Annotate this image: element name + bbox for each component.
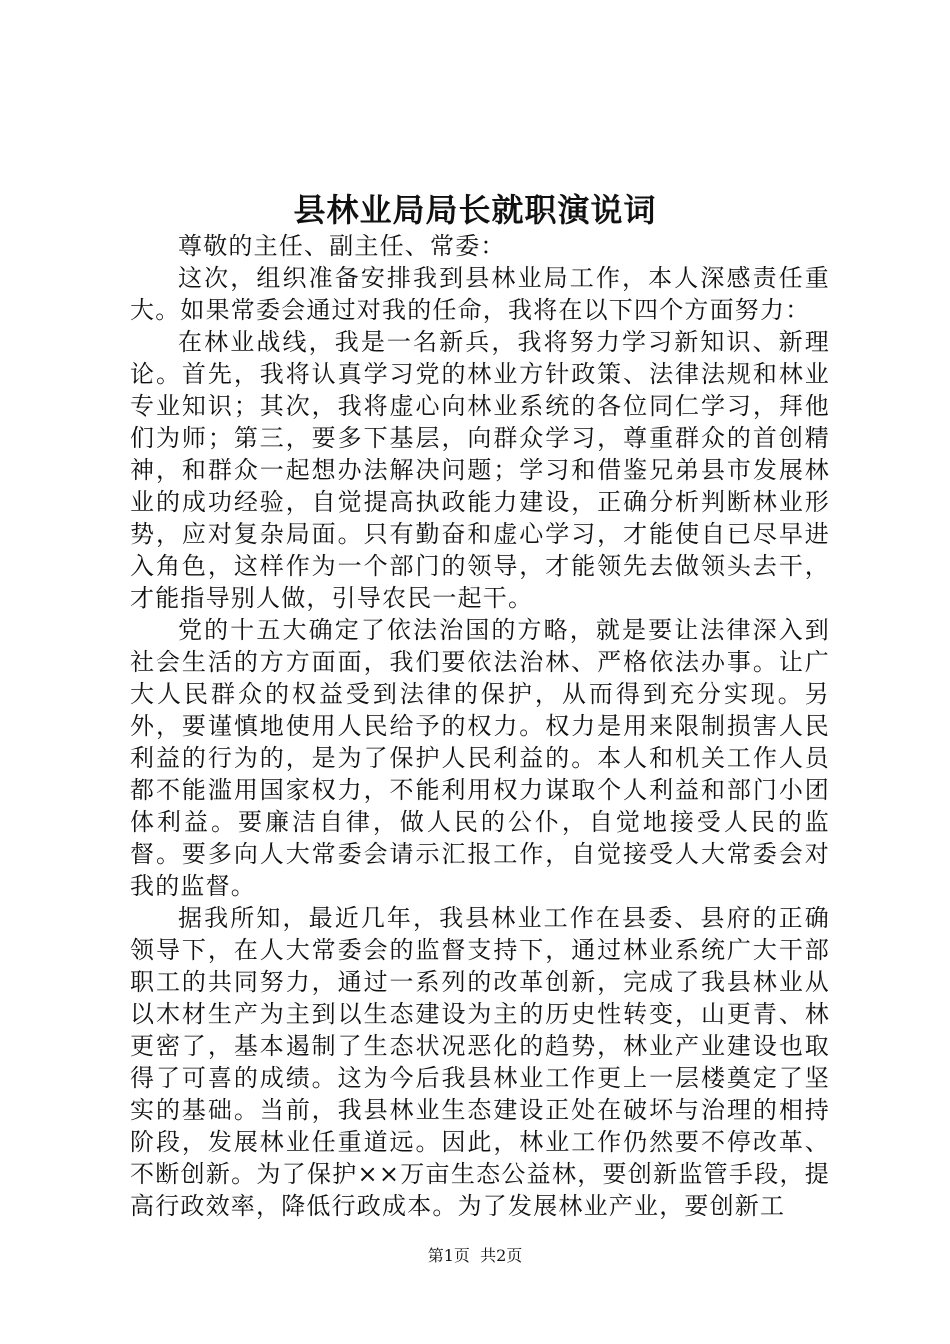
salutation: 尊敬的主任、副主任、常委： bbox=[178, 232, 506, 260]
paragraph-2: 在林业战线，我是一名新兵，我将努力学习新知识、新理论。首先，我将认真学习党的林业方针政策、法律法规和林业专业知识；其次，我将虚心向林业系统的各位同仁学习，拜他们为师；第三，要多下基层，向群众学习，尊重群众的首创精神，和群众一起想办法解决问题；学习和借鉴兄弟县市发展林业的成功经验，自觉提高执政能力建设，正确分析判断林业形势，应对复杂局面。只有勤奋和虚心学习，才能使自已尽早进入角色，这样作为一个部门的领导，才能领先去做领头去干，才能指导别人做，引导农民一起干。 bbox=[130, 328, 830, 612]
page-footer bbox=[0, 1244, 950, 1268]
document-body bbox=[130, 230, 830, 1222]
paragraph-3: 党的十五大确定了依法治国的方略，就是要让法律深入到社会生活的方方面面，我们要依法治林、严格依法办事。让广大人民群众的权益受到法律的保护，从而得到充分实现。另外，要谨慎地使用人民给予的权力。权力是用来限制损害人民利益的行为的，是为了保护人民利益的。本人和机关工作人员都不能滥用国家权力，不能利用权力谋取个人利益和部门小团体利益。要廉洁自律，做人民的公仆，自觉地接受人民的监督。要多向人大常委会请示汇报工作，自觉接受人大常委会对我的监督。 bbox=[130, 616, 830, 900]
paragraph-1: 这次，组织准备安排我到县林业局工作，本人深感责任重大。如果常委会通过对我的任命，我将在以下四个方面努力： bbox=[130, 264, 830, 324]
document-title: 县林业局局长就职演说词 bbox=[293, 191, 657, 229]
page-number-label: 第1页 共2页 bbox=[427, 1246, 523, 1265]
paragraph-4: 据我所知，最近几年，我县林业工作在县委、县府的正确领导下，在人大常委会的监督支持下，通过林业系统广大干部职工的共同努力，通过一系列的改革创新，完成了我县林业从以木材生产为主到以生态建设为主的历史性转变，山更青、林更密了，基本遏制了生态状况恶化的趋势，林业产业建设也取得了可喜的成绩。这为今后我县林业工作更上一层楼奠定了坚实的基础。当前，我县林业生态建设正处在破坏与治理的相持阶段，发展林业任重道远。因此，林业工作仍然要不停改革、不断创新。为了保护××万亩生态公益林，要创新监管手段，提高行政效率，降低行政成本。为了发展林业产业，要创新工 bbox=[130, 904, 830, 1220]
